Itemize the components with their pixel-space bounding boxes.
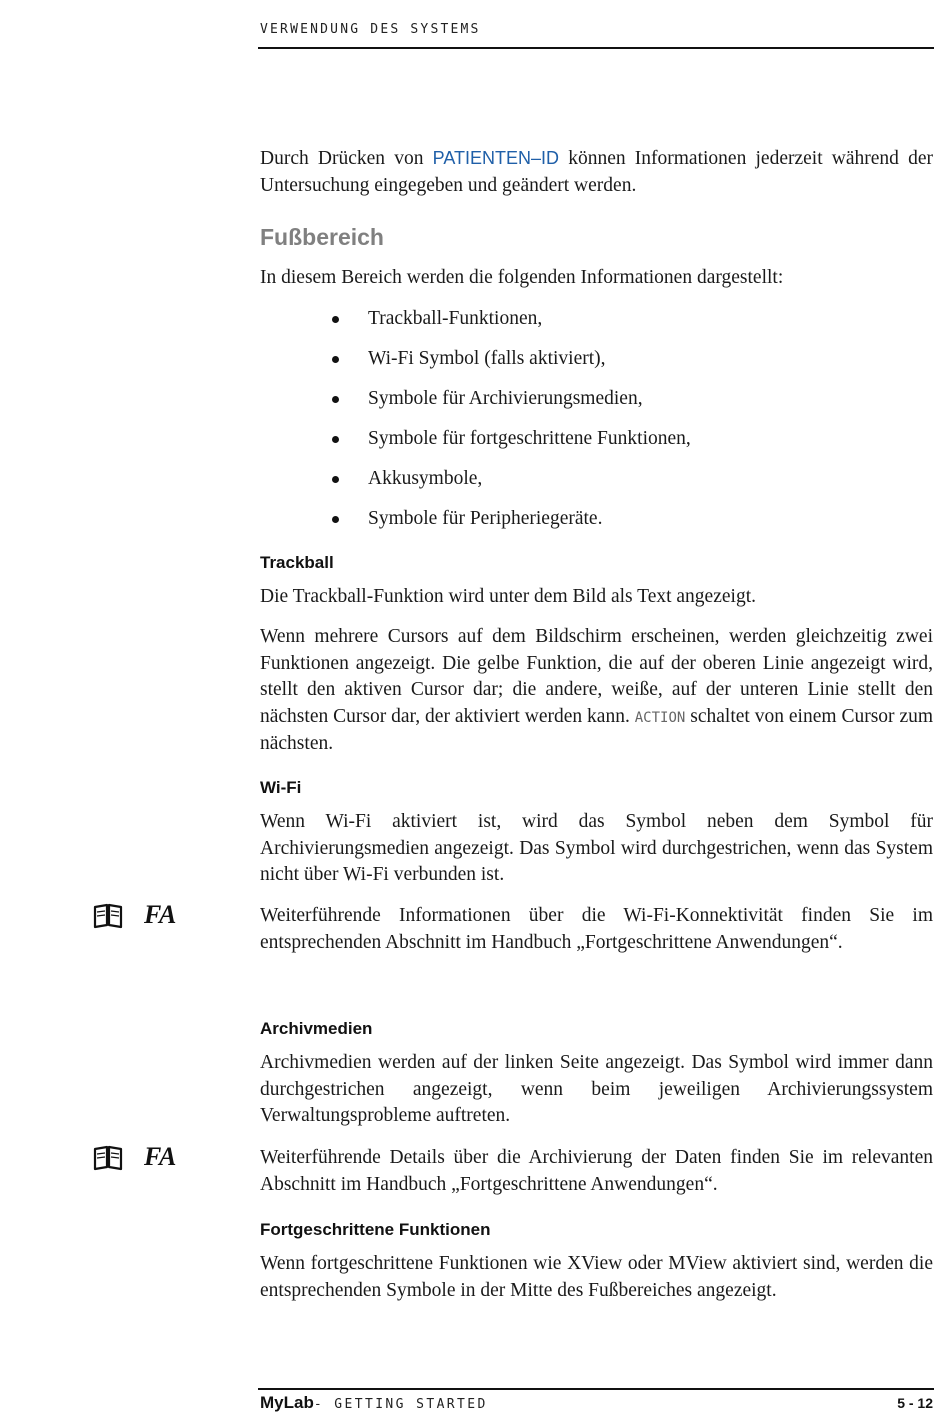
trackball-p2-block bbox=[260, 624, 933, 758]
wifi-heading-block bbox=[260, 778, 933, 798]
open-book-icon bbox=[92, 1143, 124, 1171]
open-book-icon bbox=[92, 901, 124, 929]
archive-p1-block bbox=[260, 1050, 933, 1130]
intro-block bbox=[260, 145, 933, 199]
list-item bbox=[330, 426, 691, 466]
intro-text-before: Durch Drücken von bbox=[260, 148, 424, 169]
patient-id-key: PATIENTEN–ID bbox=[432, 148, 560, 168]
list-item-text: Wi-Fi Symbol (falls aktiviert), bbox=[368, 348, 606, 369]
fa-label: FA bbox=[144, 900, 177, 929]
list-item-text: Symbole für fortgeschrittene Funktionen, bbox=[368, 428, 691, 449]
list-item bbox=[330, 306, 691, 346]
action-key: ACTION bbox=[634, 709, 686, 726]
footer-title: - GETTING STARTED bbox=[313, 1397, 488, 1412]
trackball-paragraph-1: Die Trackball-Funktion wird unter dem Bild als Text angezeigt. bbox=[260, 586, 756, 607]
trackball-p1-block bbox=[260, 584, 933, 611]
trackball-heading-block bbox=[260, 553, 933, 573]
list-item bbox=[330, 506, 691, 546]
list-item-text: Akkusymbole, bbox=[368, 468, 483, 489]
header-divider bbox=[258, 47, 934, 49]
trackball-text: Wenn mehrere Cursors auf dem Bildschirm erscheinen, werden gleichzeitig zwei Funktionen angezeigt. Die gelbe Funktion, die auf der oberen Linie angezeigt wird, stellt den aktiven Cursor dar; die andere, weiße, auf der unteren Linie stellt den nächsten Cursor dar, der aktiviert werden kann. bbox=[260, 626, 933, 727]
bullet-dot bbox=[332, 436, 339, 443]
list-item bbox=[330, 346, 691, 386]
list-item-text: Trackball-Funktionen, bbox=[368, 308, 543, 329]
list-item-text: Symbole für Archivierungsmedien, bbox=[368, 388, 643, 409]
list-item bbox=[330, 466, 691, 506]
brand-logo-text: MyLab bbox=[260, 1393, 314, 1412]
fa-reference-archive bbox=[92, 1142, 176, 1172]
bullet-dot bbox=[332, 476, 339, 483]
intro-paragraph bbox=[260, 145, 933, 199]
archive-heading-block bbox=[260, 1019, 933, 1039]
bullet-dot bbox=[332, 516, 339, 523]
footer-title-block bbox=[260, 1393, 488, 1413]
section-heading: Fußbereich bbox=[260, 224, 384, 250]
advanced-heading-block bbox=[260, 1220, 933, 1240]
bullet-dot bbox=[332, 356, 339, 363]
footer-info-list bbox=[330, 306, 691, 546]
archive-heading: Archivmedien bbox=[260, 1019, 373, 1038]
list-item bbox=[330, 386, 691, 426]
wifi-p1-block bbox=[260, 809, 933, 889]
wifi-heading: Wi-Fi bbox=[260, 778, 302, 797]
wifi-note: Weiterführende Informationen über die Wi-Fi-Konnektivität finden Sie im entsprechenden Abschnitt im Handbuch „Fortgeschrittene Anwendungen“. bbox=[260, 905, 933, 953]
archive-note: Weiterführende Details über die Archivierung der Daten finden Sie im relevanten Abschnitt im Handbuch „Fortgeschrittene Anwendungen“. bbox=[260, 1147, 933, 1195]
section-lead-block bbox=[260, 265, 933, 292]
trackball-heading: Trackball bbox=[260, 553, 334, 572]
fa-label: FA bbox=[144, 1142, 177, 1171]
list-item-text: Symbole für Peripheriegeräte. bbox=[368, 508, 603, 529]
fa-reference-wifi bbox=[92, 900, 176, 930]
archive-note-block bbox=[260, 1145, 933, 1198]
advanced-heading: Fortgeschrittene Funktionen bbox=[260, 1220, 491, 1239]
section-lead: In diesem Bereich werden die folgenden Informationen dargestellt: bbox=[260, 267, 784, 288]
footer-divider bbox=[258, 1388, 934, 1390]
advanced-p1-block bbox=[260, 1251, 933, 1304]
bullet-dot bbox=[332, 396, 339, 403]
trackball-text-end: schaltet von einem Cursor zum nächsten. bbox=[260, 705, 934, 754]
section-heading-block bbox=[260, 224, 933, 251]
wifi-paragraph: Wenn Wi-Fi aktiviert ist, wird das Symbol neben dem Symbol für Archivierungsmedien angezeigt. Das Symbol wird durchgestrichen, wenn das System nicht über Wi-Fi verbunden ist. bbox=[260, 811, 933, 885]
advanced-paragraph: Wenn fortgeschrittene Funktionen wie XView oder MView aktiviert sind, werden die entsprechenden Symbole in der Mitte des Fußbereiches angezeigt. bbox=[260, 1253, 933, 1301]
wifi-note-block bbox=[260, 903, 933, 956]
running-header: VERWENDUNG DES SYSTEMS bbox=[260, 22, 481, 37]
trackball-paragraph-2 bbox=[260, 624, 933, 758]
archive-paragraph: Archivmedien werden auf der linken Seite angezeigt. Das Symbol wird immer dann durchgestrichen angezeigt, wenn beim jeweiligen Archivierungssystem Verwaltungsprobleme auftreten. bbox=[260, 1052, 933, 1126]
intro-text-after: können Informationen jederzeit während der Untersuchung eingegeben und geändert werden. bbox=[260, 148, 934, 196]
page-number: 5 - 12 bbox=[897, 1395, 933, 1411]
bullet-dot bbox=[332, 316, 339, 323]
